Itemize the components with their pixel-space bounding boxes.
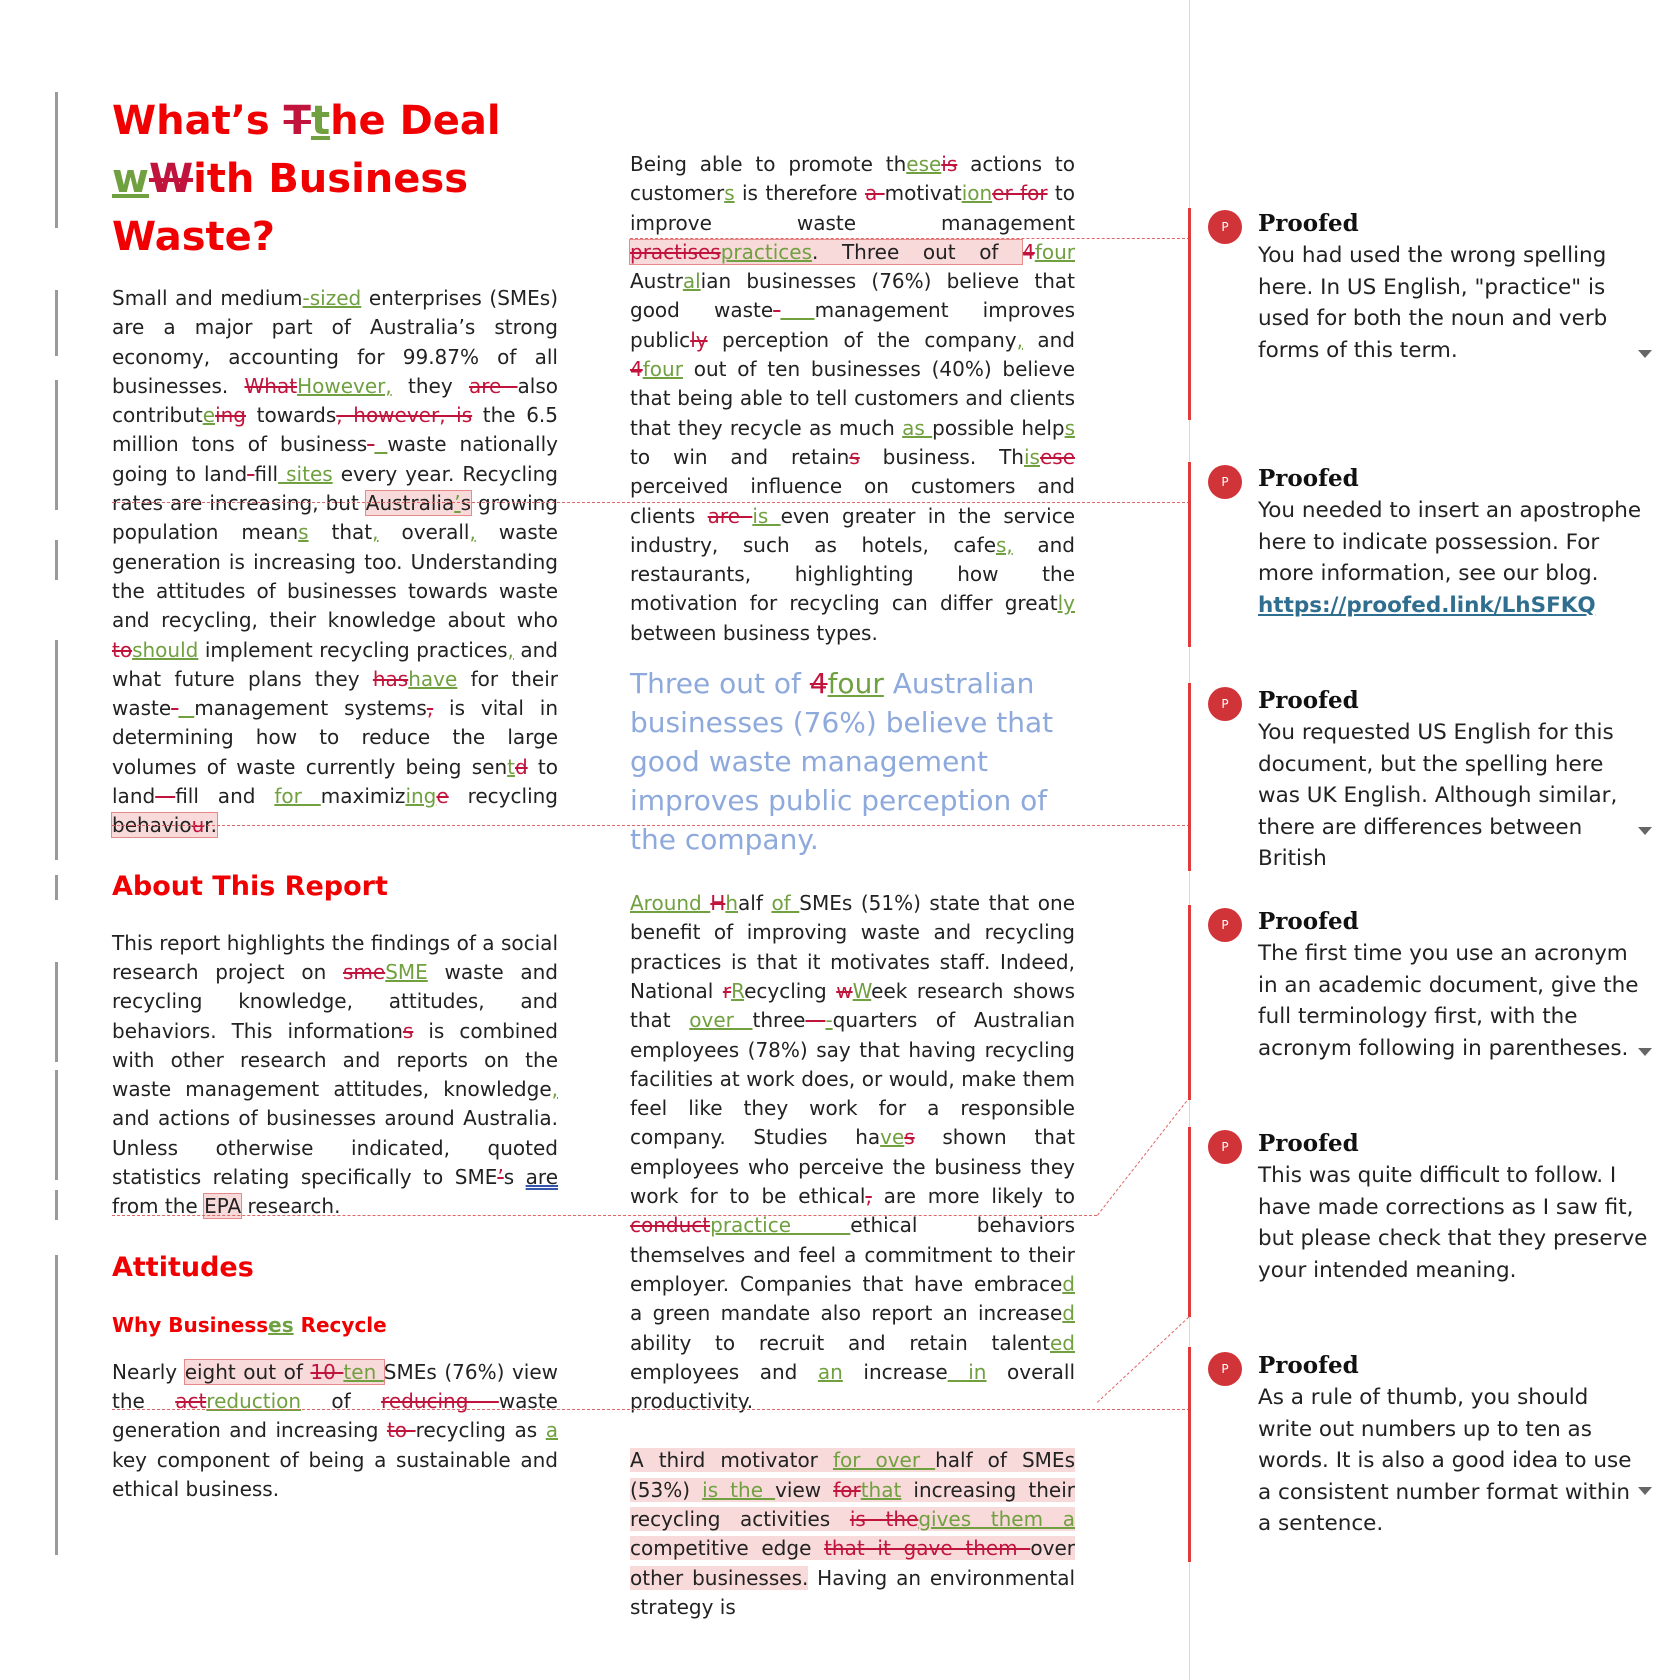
comment-author: Proofed xyxy=(1258,1352,1359,1379)
comment-anchor-practice[interactable]: practisespractices. Three out of xyxy=(630,239,1023,264)
comment-anchor-difficult[interactable]: A third motivator for over half of SMEs (53%) is the view forthat increasing their recycling activities is thegives them a competitive edge that it gave them over other businesses. xyxy=(630,1448,1076,1590)
chevron-down-icon[interactable] xyxy=(1638,1048,1652,1056)
blog-link[interactable]: https://proofed.link/LhSFKQ xyxy=(1258,592,1596,618)
comment-connector xyxy=(1097,1317,1189,1403)
chevron-down-icon[interactable] xyxy=(1638,350,1652,358)
comment-text: As a rule of thumb, you should write out numbers up to ten as words. It is also a good idea to use a consistent number format within a sentence. xyxy=(1258,1385,1632,1536)
change-bar xyxy=(55,1255,58,1555)
comment-author: Proofed xyxy=(1258,210,1359,237)
comment-text: This was quite difficult to follow. I have made corrections as I saw fit, but please check that they preserve your intended meaning. xyxy=(1258,1163,1648,1283)
change-bar xyxy=(55,380,58,510)
comment-text: You had used the wrong spelling here. In US English, "practice" is used for both the noun and verb forms of this term. xyxy=(1258,243,1608,363)
comment-connector xyxy=(112,1215,1097,1216)
change-bar xyxy=(55,92,58,228)
comment-bar xyxy=(1188,462,1191,647)
comment-connector xyxy=(112,502,1190,503)
about-heading: About This Report xyxy=(112,870,388,902)
intro-paragraph: Small and medium-sized enterprises (SMEs) are a major part of Australia’s strong economy, accounting for 99.87% of all businesses. WhatHowever, they are also contributeing towards, however, is the 6.5 million tons of business- waste nationally going to land-fill sites every year. Recycling rates are increasing, but Australia’s growing population means that, overall, waste generation is increasing too. Understanding the attitudes of businesses towards waste and recycling, their knowledge about who toshould implement recycling practices, and what future plans they hashave for their waste- management systems, is vital in determining how to reduce the large volumes of waste currently being sentd to land—fill and for maximizinge recycling behaviour. xyxy=(112,286,559,838)
comment-anchor-acronym[interactable]: EPA xyxy=(204,1194,242,1219)
comment-anchor-spelling[interactable]: behaviour. xyxy=(112,813,217,838)
comment-bar xyxy=(1188,1347,1191,1562)
pull-quote: Three out of 4four Australian businesses (76%) believe that good waste management improves public perception of the company. xyxy=(630,667,1054,857)
avatar: P xyxy=(1208,1130,1242,1164)
change-bar xyxy=(55,875,58,900)
attitudes-paragraph: Nearly eight out of 10 ten SMEs (76%) view the actreduction of reducing waste generation and increasing to recycling as a key component of being a sustainable and ethical business. xyxy=(112,1359,559,1501)
change-bar xyxy=(55,290,58,356)
promote-paragraph: Being able to promote theseis actions to customers is therefore a motivationer for to improve waste management practisespractices. Three out of 4four Australian businesses (76%) believe that good waste- management improves publicly perception of the company, and 4four out of ten businesses (40%) believe that being able to tell customers and clients that they recycle as much as possible helps to win and retains business. Thisese perceived influence on customers and clients are is even greater in the service industry, such as hotels, cafes, and restaurants, highlighting how the motivation for recycling can differ greatly between business types. xyxy=(630,152,1076,645)
chevron-down-icon[interactable] xyxy=(1638,827,1652,835)
avatar: P xyxy=(1208,908,1242,942)
comment-author: Proofed xyxy=(1258,687,1359,714)
change-bar xyxy=(55,1070,58,1180)
comment-bar xyxy=(1188,208,1191,420)
comment-text: You requested US English for this document, but the spelling here was UK English. Although similar, there are differences between British xyxy=(1258,720,1618,871)
comment-connector xyxy=(1097,1093,1193,1216)
comment-author: Proofed xyxy=(1258,465,1359,492)
comment-anchor-numbers[interactable]: eight out of 10 ten xyxy=(184,1359,384,1384)
change-bar xyxy=(55,540,58,580)
about-paragraph: This report highlights the findings of a social research project on smeSME waste and recycling knowledge, attitudes, and behaviors. This informations is combined with other research and reports on the waste management attitudes, knowledge, and actions of businesses around Australia. Unless otherwise indicated, quoted statistics relating specifically to SME’s are from the EPA research. xyxy=(112,930,559,1219)
subheading-why-recycle: Why Businesses Recycle xyxy=(112,1312,387,1337)
comment-text: You needed to insert an apostrophe here to indicate possession. For more information, see our blog. https://proofed.link/LhSFKQ xyxy=(1258,498,1642,618)
comment-author: Proofed xyxy=(1258,1130,1359,1157)
comment-bar xyxy=(1188,683,1191,871)
comment-connector xyxy=(112,825,1190,826)
comment-text: The first time you use an acronym in an academic document, give the full terminology first, with the acronym following in parentheses. xyxy=(1258,941,1639,1061)
half-smes-paragraph: Around Hhalf of SMEs (51%) state that one benefit of improving waste and recycling practices is that it motivates staff. Indeed, National rRecycling wWeek research shows that over three—-quarters of Australian employees (78%) say that having recycling facilities at work does, or would, make them feel like they work for a responsible company. Studies haves shown that employees who perceive the business they work for to be ethical, are more likely to conductpractice ethical behaviors themselves and feel a commitment to their employer. Companies that have embraced a green mandate also report an increased ability to recruit and retain talented employees and an increase in overall productivity. xyxy=(630,891,1076,1414)
comment-author: Proofed xyxy=(1258,908,1359,935)
comment-anchor-apostrophe[interactable]: Australia’s xyxy=(365,491,472,516)
comment-connector xyxy=(630,238,1190,239)
comment-bar xyxy=(1188,1127,1191,1317)
avatar: P xyxy=(1208,687,1242,721)
third-motivator-paragraph: A third motivator for over half of SMEs (53%) is the view forthat increasing their recycling activities is thegives them a competitive edge that it gave them over other businesses. Having an environmental strategy is xyxy=(630,1448,1076,1619)
left-column xyxy=(112,92,558,1504)
change-bar xyxy=(55,1190,58,1220)
change-bar xyxy=(55,640,58,860)
avatar: P xyxy=(1208,1352,1242,1386)
comment-bar xyxy=(1188,905,1191,1100)
change-bar xyxy=(55,962,58,1062)
chevron-down-icon[interactable] xyxy=(1638,1487,1652,1495)
attitudes-heading: Attitudes xyxy=(112,1251,254,1283)
comment-connector xyxy=(112,1409,1190,1410)
document-title: What’s Tthe Deal wWith Business Waste? xyxy=(112,98,501,260)
right-column xyxy=(630,150,1075,1622)
avatar: P xyxy=(1208,465,1242,499)
avatar: P xyxy=(1208,210,1242,244)
